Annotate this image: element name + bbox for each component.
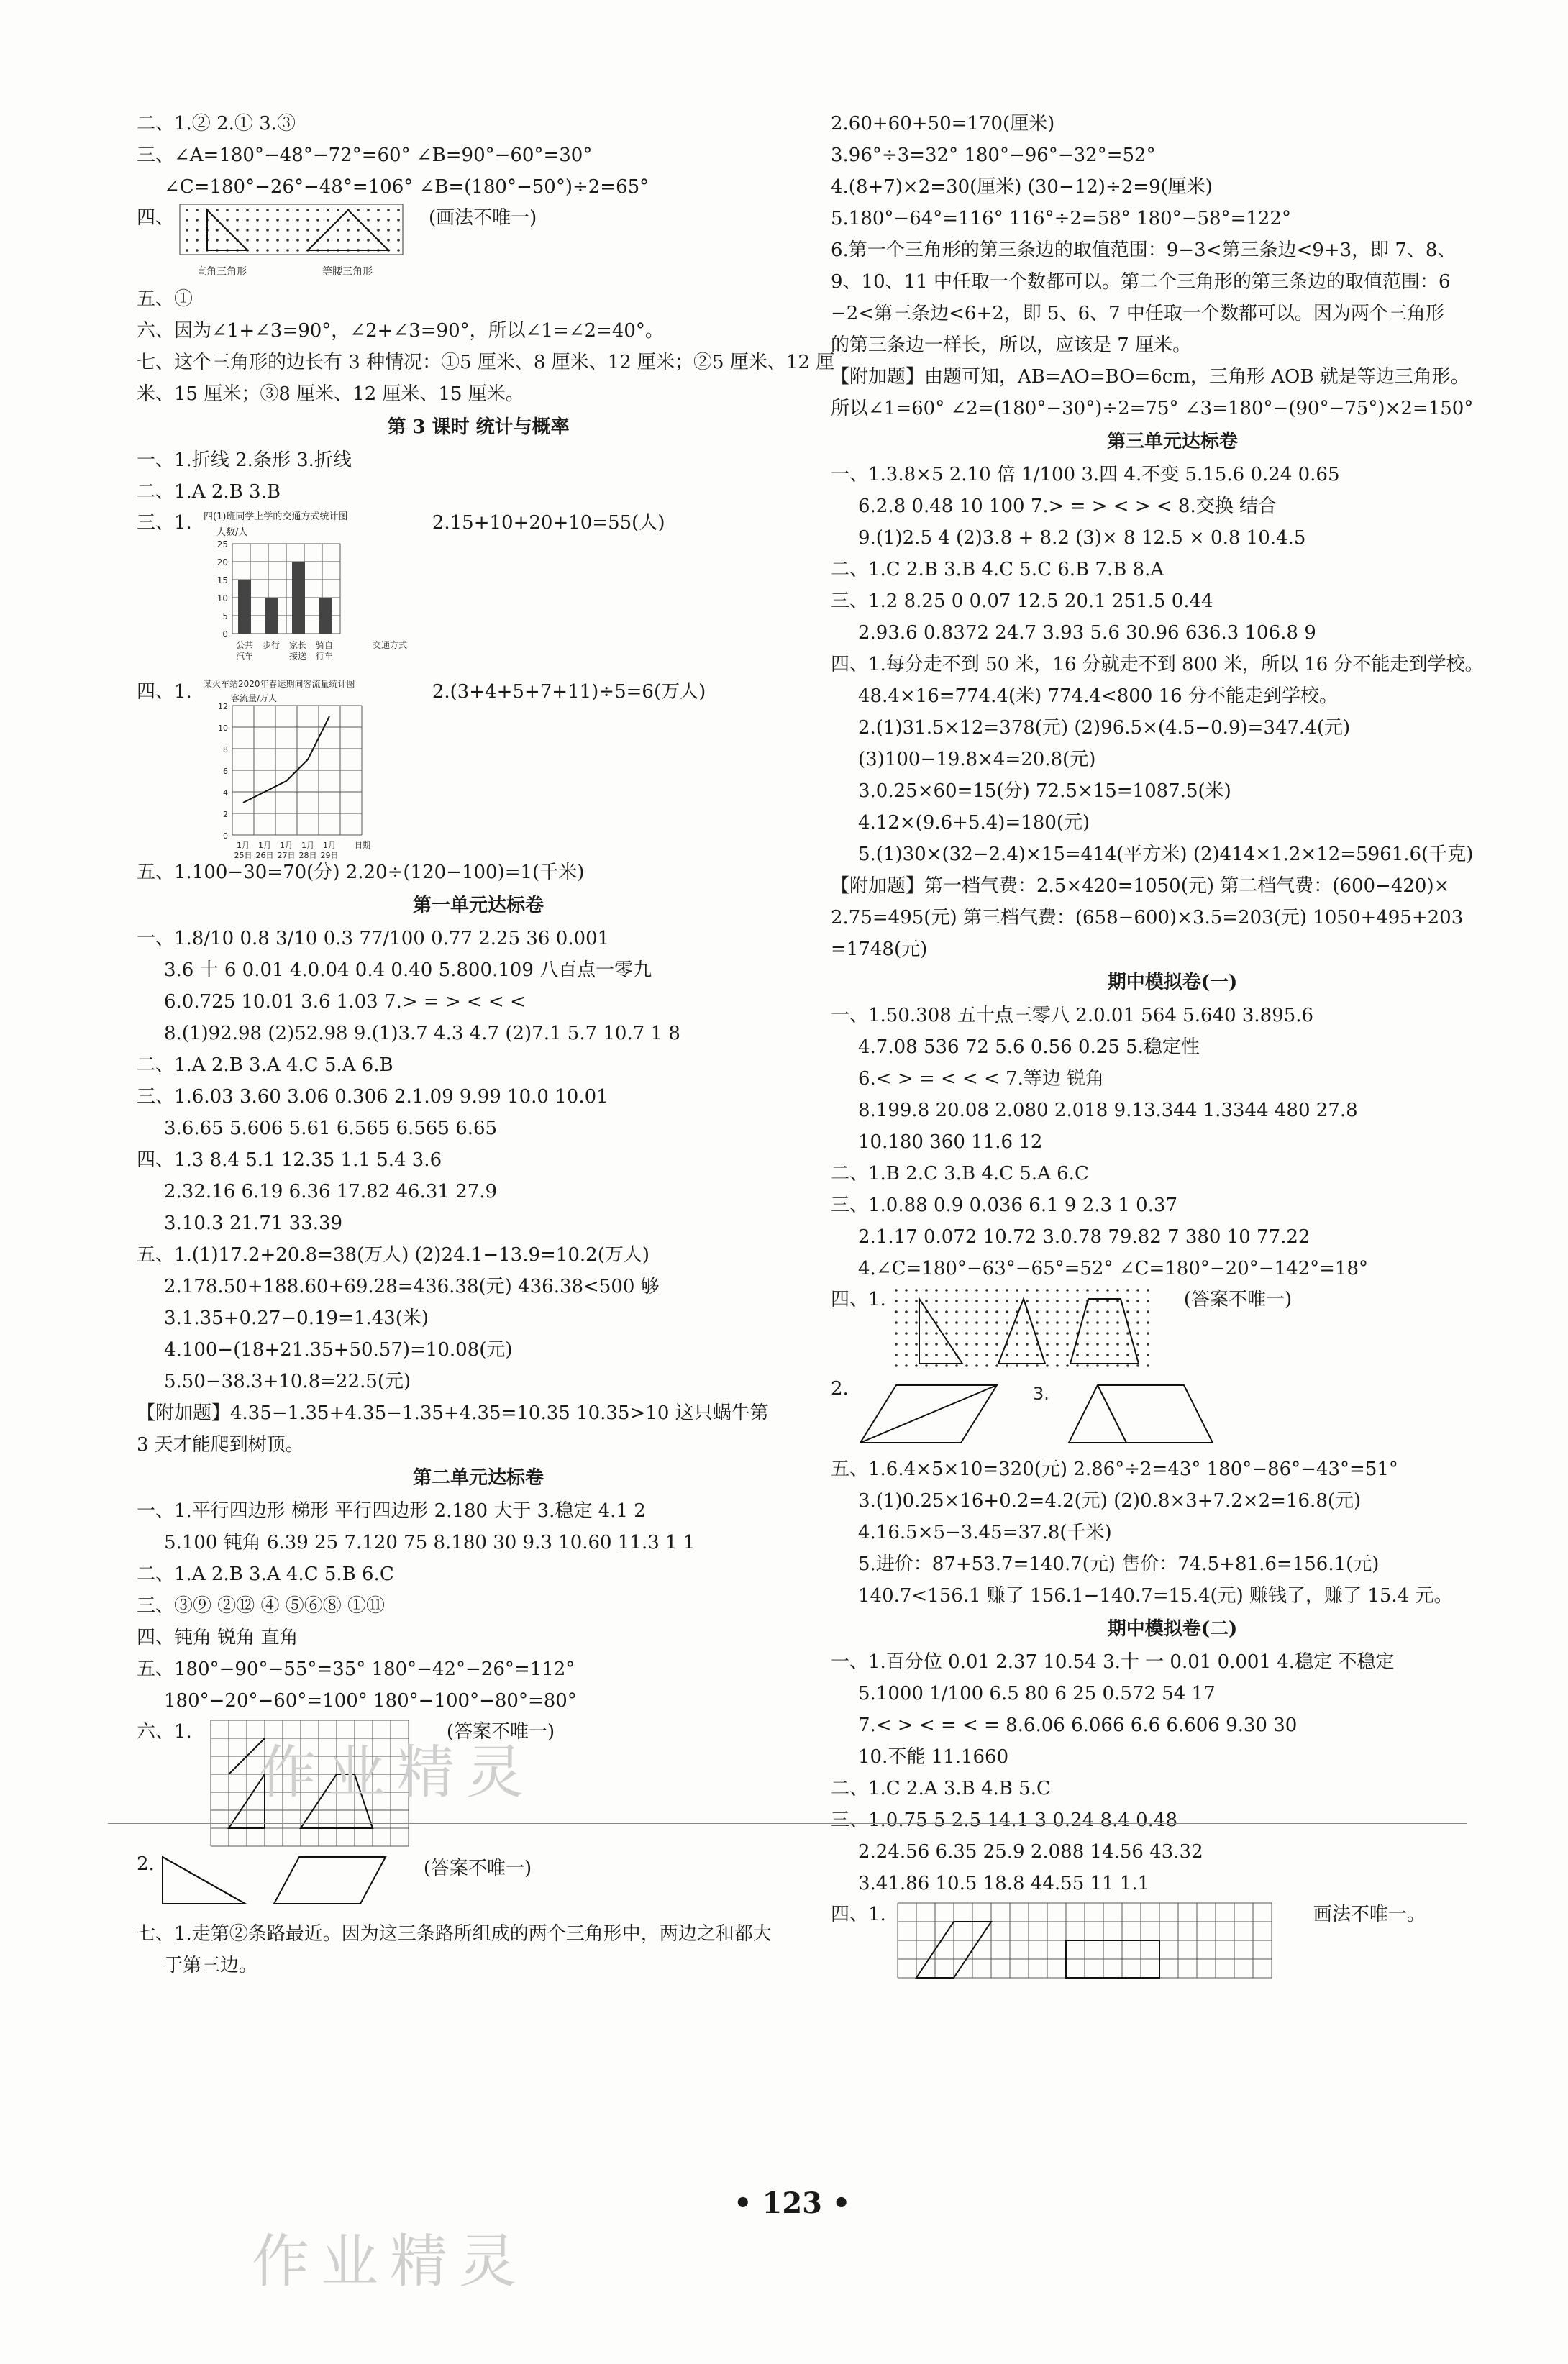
figure-tri2 (159, 1853, 404, 1911)
svg-text:某火车站2020年春运期间客流量统计图: 某火车站2020年春运期间客流量统计图 (203, 679, 355, 689)
answer-line: 2.178.50+188.60+69.28=436.38(元) 436.38<500 够 (164, 1276, 660, 1297)
svg-text:6: 6 (222, 767, 228, 776)
section-divider (108, 1823, 1467, 1824)
answer-line: 三、1.6.03 3.60 3.06 0.306 2.1.09 9.99 10.0 10.01 (137, 1086, 608, 1108)
answer-line: 3.6.65 5.606 5.61 6.565 6.565 6.65 (164, 1118, 498, 1139)
answer-line: 【附加题】由题可知，AB=AO=BO=6cm，三角形 AOB 就是等边三角形。 (831, 366, 1469, 388)
figure-row (137, 203, 820, 283)
svg-text:1月: 1月 (257, 841, 271, 850)
svg-text:2: 2 (222, 810, 228, 819)
answer-line: 七、这个三角形的边长有 3 种情况：①5 厘米、8 厘米、12 厘米；②5 厘米、12 厘 (137, 352, 835, 373)
answer-line: 3.1.35+0.27−0.19=1.43(米) (164, 1307, 429, 1329)
watermark-bottom: 作业精灵 (252, 2228, 528, 2295)
svg-text:1月: 1月 (322, 841, 336, 850)
svg-text:1月: 1月 (279, 841, 293, 850)
answer-line: 二、1.A 2.B 3.A 4.C 5.B 6.C (137, 1564, 394, 1585)
answer-line: (3)100−19.8×4=20.8(元) (858, 749, 1096, 770)
answer-line: 于第三边。 (164, 1955, 258, 1976)
answer-line: 五、1.(1)17.2+20.8=38(万人) (2)24.1−13.9=10.2(万人) (137, 1244, 649, 1266)
answer-line: 2.24.56 6.35 25.9 2.088 14.56 43.32 (858, 1841, 1203, 1863)
answer-line: 5.50−38.3+10.8=22.5(元) (164, 1371, 411, 1392)
figure-text: 画法不唯一。 (1313, 1904, 1426, 1925)
answer-line: 4.12×(9.6+5.4)=180(元) (858, 812, 1090, 834)
figure-text: (画法不唯一) (429, 207, 537, 229)
svg-text:四(1)班同学上学的交通方式统计图: 四(1)班同学上学的交通方式统计图 (203, 511, 348, 522)
answer-line: 4.100−(18+21.35+50.57)=10.08(元) (164, 1339, 513, 1361)
answer-line: 2.1.17 0.072 10.72 3.0.78 79.82 7 380 10 77.22 (858, 1226, 1311, 1248)
figure-text: 2.(3+4+5+7+11)÷5=6(万人) (432, 681, 706, 703)
question-number: 四、1. (831, 1289, 886, 1310)
svg-text:25: 25 (216, 539, 228, 549)
answer-line: 3 天才能爬到树顶。 (137, 1434, 304, 1456)
figure-text: 2.15+10+20+10=55(人) (432, 512, 665, 534)
answer-line: 所以∠1=60° ∠2=(180°−30°)÷2=75° ∠3=180°−(90°−75°)×2=150° (831, 398, 1474, 419)
figure-grid2 (890, 1899, 1293, 1993)
answer-line: 五、① (137, 288, 193, 310)
answer-line: 4.∠C=180°−63°−65°=52° ∠C=180°−20°−142°=18° (858, 1258, 1369, 1279)
answer-line: 五、1.100−30=70(分) 2.20÷(120−100)=1(千米) (137, 862, 585, 883)
figure-row (137, 677, 820, 860)
svg-text:29日: 29日 (320, 851, 339, 860)
svg-text:1月: 1月 (236, 841, 250, 850)
answer-line: 4.(8+7)×2=30(厘米) (30−12)÷2=9(厘米) (831, 176, 1213, 198)
svg-text:26日: 26日 (255, 851, 274, 860)
section-title: 期中模拟卷(一) (1107, 972, 1238, 993)
answer-line: 5.180°−64°=116° 116°÷2=58° 180°−58°=122° (831, 208, 1291, 229)
answer-line: 2.(1)31.5×12=378(元) (2)96.5×(4.5−0.9)=347.4(元) (858, 717, 1351, 739)
section-title: 第三单元达标卷 (1106, 431, 1238, 452)
answer-line: 【附加题】4.35−1.35+4.35−1.35+4.35=10.35 10.35>10 这只蜗牛第 (137, 1402, 769, 1424)
section-title: 第 3 课时 统计与概率 (387, 416, 570, 438)
answer-line: 48.4×16=774.4(米) 774.4<800 16 分不能走到学校。 (858, 685, 1338, 707)
section-title: 第二单元达标卷 (412, 1467, 544, 1489)
answer-line: 一、1.百分位 0.01 2.37 10.54 3.十 一 0.01 0.001 4.稳定 不稳定 (831, 1651, 1395, 1673)
svg-text:客流量/万人: 客流量/万人 (230, 693, 277, 703)
svg-text:12: 12 (217, 702, 228, 711)
answer-line: 七、1.走第②条路最近。因为这三条路所组成的两个三角形中，两边之和都大 (137, 1923, 772, 1945)
answer-line: 二、1.A 2.B 3.B (137, 481, 281, 503)
answer-line: 一、1.平行四边形 梯形 平行四边形 2.180 大于 3.稳定 4.1 2 (137, 1500, 646, 1522)
svg-text:8: 8 (222, 745, 228, 754)
svg-text:家长: 家长 (288, 640, 306, 650)
answer-line: 5.进价：87+53.7=140.7(元) 售价：74.5+81.6=156.1(元) (858, 1553, 1380, 1575)
answer-line: 8.(1)92.98 (2)52.98 9.(1)3.7 4.3 4.7 (2)7.1 5.7 10.7 1 8 (164, 1023, 680, 1044)
answer-line: 四、1.3 8.4 5.1 12.35 1.1 5.4 3.6 (137, 1149, 442, 1171)
figure-dot (178, 203, 409, 282)
answer-line: 5.(1)30×(32−2.4)×15=414(平方米) (2)414×1.2×12=5961.6(千克) (858, 844, 1474, 865)
answer-line: 6.2.8 0.48 10 100 7.> = > < > < 8.交换 结合 (858, 496, 1277, 517)
right-column (831, 108, 1514, 1996)
answer-line: 5.1000 1/100 6.5 80 6 25 0.572 54 17 (858, 1683, 1216, 1704)
section-title: 期中模拟卷(二) (1107, 1618, 1238, 1640)
answer-line: 2.32.16 6.19 6.36 17.82 46.31 27.9 (164, 1181, 498, 1202)
answer-line: 一、1.3.8×5 2.10 倍 1/100 3.四 4.不变 5.15.6 0.24 0.65 (831, 464, 1340, 485)
watermark: 作业精灵 (259, 1739, 535, 1806)
answer-line: 3.96°÷3=32° 180°−96°−32°=52° (831, 145, 1156, 166)
figure-dot2 (890, 1284, 1164, 1378)
answer-line: 米、15 厘米；③8 厘米、12 厘米、15 厘米。 (137, 383, 524, 405)
question-number: 2. (137, 1853, 155, 1875)
answer-line: 三、1.2 8.25 0 0.07 12.5 20.1 251.5 0.44 (831, 590, 1213, 612)
answer-line: 9.(1)2.5 4 (2)3.8 + 8.2 (3)× 8 12.5 × 0.8 10.4.5 (858, 527, 1306, 549)
figure-text: (答案不唯一) (446, 1721, 555, 1743)
answer-line: 一、1.折线 2.条形 3.折线 (137, 449, 352, 471)
answer-line: 3.(1)0.25×16+0.2=4.2(元) (2)0.8×3+7.2×2=16.8(元) (858, 1490, 1362, 1512)
answer-line: 180°−20°−60°=100° 180°−100°−80°=80° (164, 1690, 577, 1712)
svg-text:日期: 日期 (354, 841, 370, 850)
svg-text:4: 4 (222, 788, 228, 798)
answer-line: 140.7<156.1 赚了 156.1−140.7=15.4(元) 赚钱了，赚了 15.4 元。 (858, 1585, 1453, 1607)
answer-line: 4.16.5×5−3.45=37.8(千米) (858, 1522, 1112, 1543)
svg-text:25日: 25日 (234, 851, 252, 860)
svg-text:1月: 1月 (301, 841, 314, 850)
answer-line: 三、∠A=180°−48°−72°=60° ∠B=90°−60°=30° (137, 145, 593, 166)
svg-text:5: 5 (222, 611, 228, 621)
left-column (137, 108, 835, 1981)
figure-bar (196, 508, 412, 688)
svg-text:步行: 步行 (262, 640, 280, 650)
answer-line: 【附加题】第一档气费：2.5×420=1050(元) 第二档气费：(600−420)× (831, 875, 1450, 897)
answer-line: ∠C=180°−26°−48°=106° ∠B=(180°−50°)÷2=65° (164, 176, 649, 198)
svg-text:3.: 3. (1032, 1384, 1049, 1404)
svg-text:行车: 行车 (315, 651, 333, 661)
answer-line: −2<第三条边<6+2，即 5、6、7 中任取一个数都可以。因为两个三角形 (831, 303, 1444, 324)
question-number: 2. (831, 1378, 849, 1400)
answer-line: 6.< > = < < < 7.等边 锐角 (858, 1068, 1105, 1090)
svg-text:28日: 28日 (298, 851, 317, 860)
svg-text:接送: 接送 (288, 651, 306, 661)
figure-row (831, 1378, 1514, 1453)
svg-text:10: 10 (216, 593, 228, 603)
answer-line: 的第三条边一样长，所以，应该是 7 厘米。 (831, 334, 1192, 356)
figure-text: (答案不唯一) (1183, 1289, 1293, 1310)
figure-text: (答案不唯一) (423, 1858, 532, 1879)
answer-line: 10.180 360 11.6 12 (858, 1131, 1043, 1153)
question-number: 四、1. (831, 1904, 886, 1925)
answer-line: 6.0.725 10.01 3.6 1.03 7.> = > < < < (164, 991, 526, 1013)
svg-text:20: 20 (216, 557, 228, 567)
figure-row (137, 1853, 820, 1918)
figure-line (196, 677, 412, 864)
answer-line: 3.41.86 10.5 18.8 44.55 11 1.1 (858, 1873, 1150, 1894)
svg-text:汽车: 汽车 (235, 651, 253, 661)
svg-text:直角三角形: 直角三角形 (196, 266, 247, 278)
answer-line: 4.7.08 536 72 5.6 0.56 0.25 5.稳定性 (858, 1036, 1200, 1058)
answer-line: 一、1.50.308 五十点三零八 2.0.01 564 5.640 3.895.6 (831, 1005, 1314, 1026)
answer-line: 10.不能 11.1660 (858, 1746, 1009, 1768)
figure-row (831, 1899, 1514, 1996)
svg-text:0: 0 (222, 629, 228, 639)
answer-line: 二、1.② 2.① 3.③ (137, 113, 296, 134)
svg-text:交通方式: 交通方式 (372, 640, 407, 650)
answer-line: 三、③⑨ ②⑫ ④ ⑤⑥⑧ ①⑪ (137, 1595, 386, 1617)
answer-line: 二、1.B 2.C 3.B 4.C 5.A 6.C (831, 1163, 1089, 1185)
svg-text:骑自: 骑自 (315, 640, 333, 650)
page-number: • 123 • (734, 2186, 851, 2220)
answer-line: 五、180°−90°−55°=35° 180°−42°−26°=112° (137, 1658, 575, 1680)
svg-text:15: 15 (216, 575, 228, 585)
svg-text:公共: 公共 (235, 640, 253, 650)
answer-line: 2.75=495(元) 第三档气费：(658−600)×3.5=203(元) 1050+495+203 (831, 907, 1464, 928)
answer-line: 三、1.0.75 5 2.5 14.1 3 0.24 8.4 0.48 (831, 1809, 1178, 1831)
question-number: 四、 (137, 207, 175, 229)
answer-line: =1748(元) (831, 939, 928, 960)
question-number: 四、1. (137, 681, 192, 703)
answer-line: 5.100 钝角 6.39 25 7.120 75 8.180 30 9.3 10.60 11.3 1 1 (164, 1532, 696, 1553)
figure-row (831, 1284, 1514, 1378)
answer-line: 二、1.C 2.B 3.B 4.C 5.C 6.B 7.B 8.A (831, 559, 1164, 580)
answer-line: 二、1.C 2.A 3.B 4.B 5.C (831, 1778, 1051, 1799)
svg-text:等腰三角形: 等腰三角形 (322, 266, 373, 278)
svg-text:0: 0 (222, 831, 228, 841)
answer-line: 3.0.25×60=15(分) 72.5×15=1087.5(米) (858, 780, 1231, 802)
answer-line: 五、1.6.4×5×10=320(元) 2.86°÷2=43° 180°−86°−43°=51° (831, 1459, 1398, 1480)
svg-text:27日: 27日 (277, 851, 296, 860)
answer-line: 六、因为∠1+∠3=90°，∠2+∠3=90°，所以∠1=∠2=40°。 (137, 320, 664, 342)
answer-line: 四、1.每分走不到 50 米，16 分就走不到 800 米，所以 16 分不能走到学校。 (831, 654, 1484, 675)
answer-line: 3.6 十 6 0.01 4.0.04 0.4 0.40 5.800.109 八百点一零九 (164, 959, 652, 981)
answer-line: 一、1.8/10 0.8 3/10 0.3 77/100 0.77 2.25 36 0.001 (137, 928, 610, 949)
answer-line: 9、10、11 中任取一个数都可以。第二个三角形的第三条边的取值范围：6 (831, 271, 1451, 293)
answer-line: 3.10.3 21.71 33.39 (164, 1213, 343, 1234)
answer-line: 8.199.8 20.08 2.080 2.018 9.13.344 1.3344 480 27.8 (858, 1100, 1358, 1121)
figure-row (137, 508, 820, 677)
section-title: 第一单元达标卷 (412, 895, 544, 916)
question-number: 六、1. (137, 1721, 192, 1743)
svg-text:10: 10 (217, 724, 228, 733)
figure-para (853, 1378, 1299, 1450)
answer-line: 四、钝角 锐角 直角 (137, 1627, 298, 1648)
answer-line: 三、1.0.88 0.9 0.036 6.1 9 2.3 1 0.37 (831, 1195, 1178, 1216)
svg-text:人数/人: 人数/人 (216, 527, 248, 538)
question-number: 三、1. (137, 512, 192, 534)
answer-line: 2.93.6 0.8372 24.7 3.93 5.6 30.96 636.3 106.8 9 (858, 622, 1316, 644)
answer-line: 2.60+60+50=170(厘米) (831, 113, 1055, 134)
answer-line: 6.第一个三角形的第三条边的取值范围：9−3<第三条边<9+3，即 7、8、 (831, 239, 1457, 261)
answer-line: 7.< > < = < = 8.6.06 6.066 6.6 6.606 9.30 30 (858, 1715, 1298, 1736)
answer-line: 二、1.A 2.B 3.A 4.C 5.A 6.B (137, 1054, 393, 1076)
